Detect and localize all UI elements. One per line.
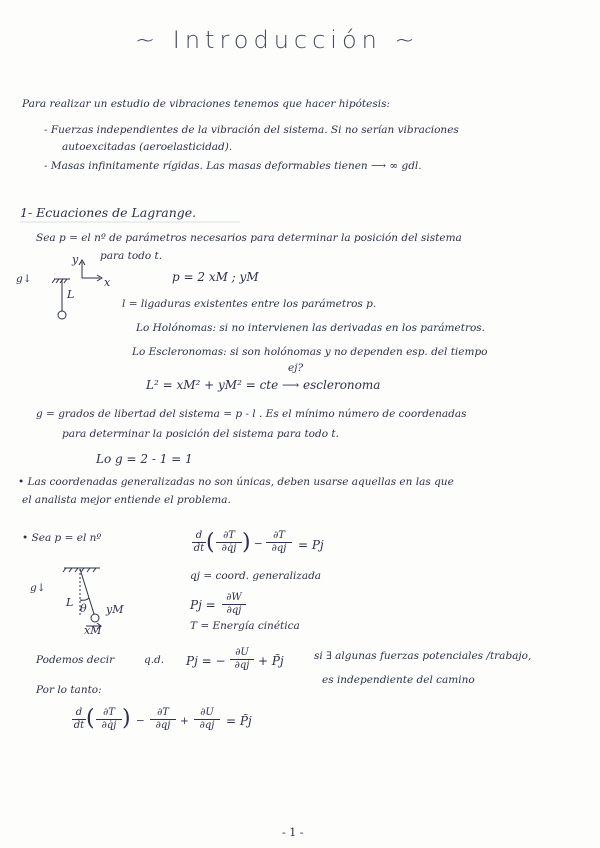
- constraints-definition: l = ligaduras existentes entre los parámetros p.: [122, 298, 377, 310]
- podemos-decir: Podemos decir: [36, 654, 115, 666]
- dt-denominator: dt: [73, 720, 85, 731]
- holonomic-definition: Lo Holónomas: si no intervienen las derivadas en los parámetros.: [136, 322, 486, 334]
- Pj-nonconservative: + P̃j: [258, 654, 284, 668]
- dt-denominator: dt: [193, 543, 205, 554]
- length-label: L: [67, 288, 75, 301]
- param-definition-cont: para todo t.: [100, 250, 163, 262]
- fraction-denominator: ∂qj: [226, 605, 242, 616]
- pendulum-diagram-2: [63, 568, 101, 629]
- minus-sign: −: [136, 715, 145, 727]
- theta-label: θ: [80, 602, 87, 615]
- axis-y-label: y: [72, 253, 79, 266]
- dof-calculation: Lo g = 2 - 1 = 1: [96, 452, 193, 466]
- generalized-coord-def: qj = coord. generalizada: [190, 570, 322, 582]
- lagrange-rhs: = Pj: [298, 538, 324, 552]
- fraction-numerator: ∂U: [230, 647, 254, 660]
- potential-forces-condition: si ∃ algunas fuerzas potenciales /trabajo,: [314, 650, 532, 662]
- p-equation: p = 2 xM ; yM: [172, 270, 259, 284]
- qd-label: q.d.: [144, 654, 165, 666]
- fraction-numerator: ∂T: [96, 707, 122, 720]
- d-numerator: d: [72, 707, 86, 720]
- axis-x-label: x: [104, 276, 111, 289]
- param-count-line: • Sea p = el nº: [22, 532, 102, 544]
- open-paren: (: [206, 530, 215, 555]
- plus-sign: +: [180, 715, 189, 727]
- dof-definition-cont: para determinar la posición del sistema para todo t.: [62, 428, 339, 440]
- fraction-numerator: ∂W: [222, 592, 246, 605]
- gravity-label-2: g↓: [30, 582, 46, 594]
- pendulum-length-label: L: [66, 596, 74, 609]
- fraction-numerator: ∂U: [194, 707, 220, 720]
- kinetic-energy-def: T = Energía cinética: [190, 620, 300, 632]
- hypothesis-forces: - Fuerzas independientes de la vibración del sistema. Si no serían vibraciones: [44, 124, 459, 136]
- fraction-numerator: ∂T: [266, 530, 292, 543]
- open-paren: (: [86, 706, 95, 731]
- pendulum-diagram-1: [52, 279, 70, 319]
- path-independent-note: es independiente del camino: [322, 674, 475, 686]
- fraction-numerator: ∂T: [216, 530, 242, 543]
- xM-label: xM: [84, 624, 102, 637]
- close-paren: ): [122, 706, 131, 731]
- final-rhs: = P̃j: [226, 714, 252, 728]
- scleronomic-definition: Lo Escleronomas: si son holónomas y no dependen esp. del tiempo: [132, 346, 488, 358]
- por-lo-tanto: Por lo tanto:: [36, 684, 102, 696]
- close-paren: ): [242, 530, 251, 555]
- hypothesis-masses: - Masas infinitamente rígidas. Las masas deformables tienen ⟶ ∞ gdl.: [44, 160, 422, 172]
- gravity-label: g↓: [16, 273, 32, 285]
- generalized-coords-note-cont: el analista mejor entiende el problema.: [22, 494, 231, 506]
- section-heading: 1- Ecuaciones de Lagrange.: [20, 205, 197, 220]
- fraction-denominator: ∂q̇j: [101, 720, 117, 731]
- dof-definition: g = grados de libertad del sistema = p - l . Es el mínimo número de coordenadas: [36, 408, 467, 420]
- constraint-equation: L² = xM² + yM² = cte ⟶ escleronoma: [146, 378, 381, 392]
- scleronomic-note: ej?: [288, 362, 304, 374]
- axes-diagram: [79, 260, 102, 281]
- fraction-numerator: ∂T: [150, 707, 176, 720]
- generalized-coords-note: • Las coordenadas generalizadas no son únicas, deben usarse aquellas en las que: [18, 476, 454, 488]
- d-numerator: d: [192, 530, 206, 543]
- yM-label: yM: [106, 603, 124, 616]
- page-number: - 1 -: [282, 826, 304, 839]
- page-title: ~ Introducción ~: [135, 26, 420, 54]
- Pj-label: Pj =: [190, 598, 216, 612]
- param-definition: Sea p = el nº de parámetros necesarios para determinar la posición del sistema: [36, 232, 462, 244]
- fraction-denominator: ∂qj: [234, 660, 250, 671]
- hypothesis-forces-cont: autoexcitadas (aeroelasticidad).: [62, 141, 233, 153]
- fraction-denominator: ∂q̇j: [221, 543, 237, 554]
- intro-line: Para realizar un estudio de vibraciones tenemos que hacer hipótesis:: [22, 98, 391, 110]
- minus-sign: −: [254, 538, 263, 550]
- fraction-denominator: ∂qj: [155, 720, 171, 731]
- Pj-potential: Pj = −: [186, 654, 226, 668]
- fraction-denominator: ∂qj: [199, 720, 215, 731]
- fraction-denominator: ∂qj: [271, 543, 287, 554]
